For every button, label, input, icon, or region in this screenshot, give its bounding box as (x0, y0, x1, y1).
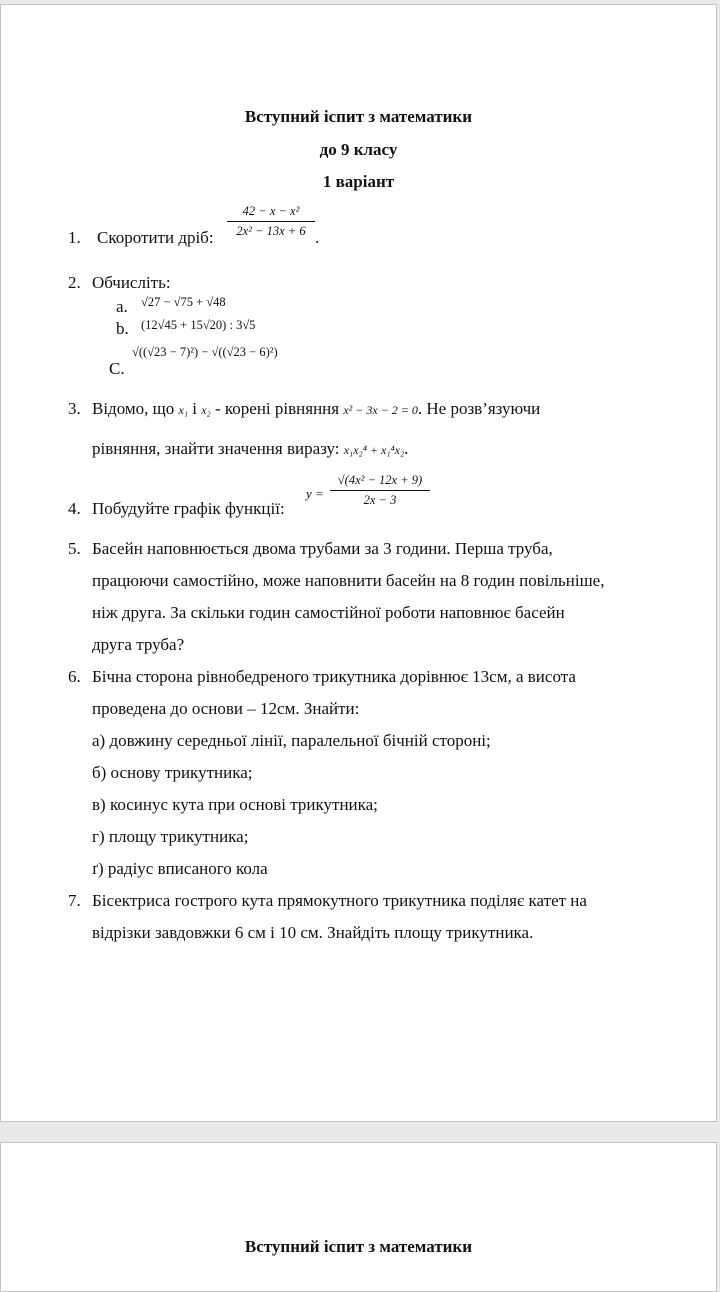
q6-line-2: проведена до основи – 12см. Знайти: (92, 699, 360, 718)
q6-line-1: Бічна сторона рівнобедреного трикутника дорівнює 13см, а висота (92, 667, 576, 686)
q6-item-a: а) довжину середньої лінії, паралельної бічній стороні; (92, 731, 491, 750)
q5-line-3: ніж друга. За скільки годин самостійної роботи наповнює басейн (92, 603, 565, 622)
q1-number: 1. (68, 228, 81, 247)
q2-a-label: a. (116, 297, 128, 316)
q2-a-expression: √27 − √75 + √48 (141, 295, 226, 309)
exam-grade: до 9 класу (319, 140, 398, 159)
q1-numerator: 42 − x − x² (242, 204, 300, 218)
q7-number: 7. (68, 891, 81, 910)
q2-b-expression: (12√45 + 15√20) : 3√5 (141, 318, 256, 332)
q3-period: . (404, 439, 409, 458)
q3-equation: x² − 3x − 2 = 0 (343, 403, 418, 417)
q6-item-ge: ґ) радіус вписаного кола (92, 859, 268, 878)
q3-text-3: . Не розв’язуючи (417, 399, 541, 418)
q2-c-label: C. (109, 359, 125, 378)
q3-text-1: Відомо, що (92, 399, 175, 418)
document-page-2 (0, 1142, 717, 1292)
document-page-1 (0, 4, 717, 1122)
q3-text-2: - корені рівняння (214, 399, 340, 418)
q6-item-v: в) косинус кута при основі трикутника; (92, 795, 378, 814)
q3-and: і (192, 399, 197, 418)
exam-title: Вступний іспит з математики (244, 107, 473, 126)
q6-item-b: б) основу трикутника; (92, 763, 253, 782)
q2-c-expression: √((√23 − 7)²) − √((√23 − 6)²) (132, 345, 278, 359)
q4-number: 4. (68, 499, 81, 518)
q6-item-g: г) площу трикутника; (92, 827, 249, 846)
q2-number: 2. (68, 273, 81, 292)
q1-text: Скоротити дріб: (97, 228, 214, 247)
q4-text: Побудуйте графік функції: (92, 499, 285, 518)
q1-fraction (227, 204, 315, 239)
q7-line-1: Бісектриса гострого кута прямокутного трикутника поділяє катет на (92, 891, 587, 910)
q3-root-x1: x₁ (178, 403, 188, 417)
q3-number: 3. (68, 399, 81, 418)
q2-text: Обчисліть: (92, 273, 171, 292)
q6-number: 6. (68, 667, 81, 686)
q4-lhs: y = (306, 486, 324, 501)
q3-line-1 (92, 399, 540, 419)
q3-line-2-text: рівняння, знайти значення виразу: (92, 439, 340, 458)
page2-exam-title: Вступний іспит з математики (244, 1237, 473, 1256)
q4-denominator: 2x − 3 (363, 493, 397, 507)
q3-root-x2: x₂ (201, 403, 211, 417)
q3-expression: x₁x₂⁴ + x₁⁴x₂ (343, 443, 405, 457)
q1-period: . (315, 228, 320, 247)
q5-line-2: працюючи самостійно, може наповнити басейн на 8 годин повільніше, (92, 571, 605, 590)
q2-b-label: b. (116, 319, 129, 338)
q4-numerator: √(4x² − 12x + 9) (337, 473, 423, 487)
q3-line-2 (92, 439, 408, 459)
q7-line-2: відрізки завдовжки 6 см і 10 см. Знайдіть площу трикутника. (92, 923, 534, 942)
q5-line-1: Басейн наповнюється двома трубами за 3 години. Перша труба, (92, 539, 553, 558)
q4-fraction (330, 473, 430, 508)
q5-number: 5. (68, 539, 81, 558)
q5-line-4: друга труба? (92, 635, 185, 654)
q1-denominator: 2x² − 13x + 6 (236, 224, 306, 238)
exam-variant: 1 варіант (322, 172, 395, 191)
